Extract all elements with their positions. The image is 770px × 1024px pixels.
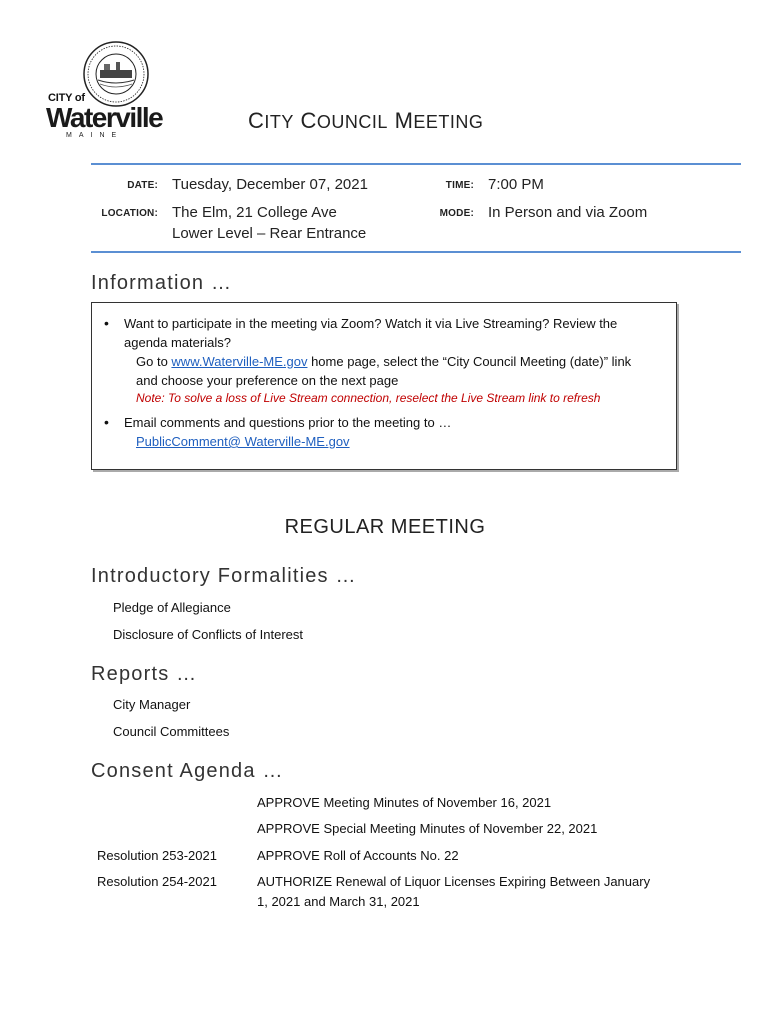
- consent-item-text: APPROVE Special Meeting Minutes of November 22, 2021: [257, 821, 598, 836]
- goto-prefix: Go to: [136, 354, 172, 369]
- reports-item-council-committees: Council Committees: [113, 724, 230, 739]
- consent-item-text: AUTHORIZE Renewal of Liquor Licenses Expiring Between January: [257, 874, 651, 889]
- consent-heading: Consent Agenda …: [91, 760, 284, 782]
- title-w1: ITY: [264, 112, 294, 132]
- intro-item-pledge: Pledge of Allegiance: [113, 600, 231, 615]
- header-rule-top: [91, 163, 741, 165]
- date-label: DATE:: [127, 180, 158, 191]
- title-w3: EETING: [413, 112, 484, 132]
- website-link[interactable]: www.Waterville-ME.gov: [171, 354, 308, 369]
- date-value: Tuesday, December 07, 2021: [172, 176, 368, 193]
- consent-item-ref: Resolution 254-2021: [97, 874, 217, 889]
- consent-item-text-line2: 1, 2021 and March 31, 2021: [257, 894, 420, 909]
- regular-meeting-heading: REGULAR MEETING: [284, 516, 486, 538]
- bullet-dot: •: [104, 315, 109, 331]
- time-label: TIME:: [445, 180, 474, 191]
- reports-heading: Reports …: [91, 663, 198, 685]
- consent-item-text: APPROVE Roll of Accounts No. 22: [257, 848, 459, 863]
- mode-value: In Person and via Zoom: [488, 204, 648, 221]
- logo-city-of: CITY of: [48, 92, 85, 104]
- bullet-dot: •: [104, 414, 109, 430]
- consent-item-ref: Resolution 253-2021: [97, 848, 217, 863]
- info-bullet1-line2: agenda materials?: [124, 335, 231, 350]
- info-bullet1-line1: Want to participate in the meeting via Zoom? Watch it via Live Streaming? Review the: [124, 316, 618, 331]
- location-line2: Lower Level – Rear Entrance: [172, 225, 367, 242]
- city-seal-icon: [82, 40, 150, 108]
- location-line1: The Elm, 21 College Ave: [172, 204, 337, 221]
- title-c1: C: [248, 108, 265, 133]
- title-c3: M: [394, 108, 414, 133]
- city-logo: [46, 38, 176, 140]
- mode-label: MODE:: [439, 208, 474, 219]
- logo-state: MAINE: [66, 132, 124, 139]
- info-goto-line: [136, 352, 631, 371]
- email-link[interactable]: PublicComment@ Waterville-ME.gov: [136, 434, 350, 449]
- title-w2: OUNCIL: [316, 112, 388, 132]
- goto-suffix: home page, select the “City Council Meeting (date)” link: [307, 354, 632, 369]
- consent-item-text: APPROVE Meeting Minutes of November 16, 2021: [257, 795, 552, 810]
- location-label: LOCATION:: [101, 208, 158, 219]
- reports-item-city-manager: City Manager: [113, 697, 191, 712]
- header-rule-bottom: [91, 251, 741, 253]
- page-title: [248, 108, 483, 134]
- info-goto-line2: and choose your preference on the next page: [136, 373, 399, 388]
- time-value: 7:00 PM: [488, 176, 544, 193]
- introductory-heading: Introductory Formalities …: [91, 565, 357, 587]
- info-bullet2-line1: Email comments and questions prior to the meeting to …: [124, 415, 452, 430]
- title-c2: C: [300, 108, 317, 133]
- information-heading: Information …: [91, 272, 233, 294]
- info-note: Note: To solve a loss of Live Stream connection, reselect the Live Stream link to refresh: [136, 391, 601, 405]
- intro-item-disclosure: Disclosure of Conflicts of Interest: [113, 627, 304, 642]
- logo-name: Waterville: [46, 102, 163, 133]
